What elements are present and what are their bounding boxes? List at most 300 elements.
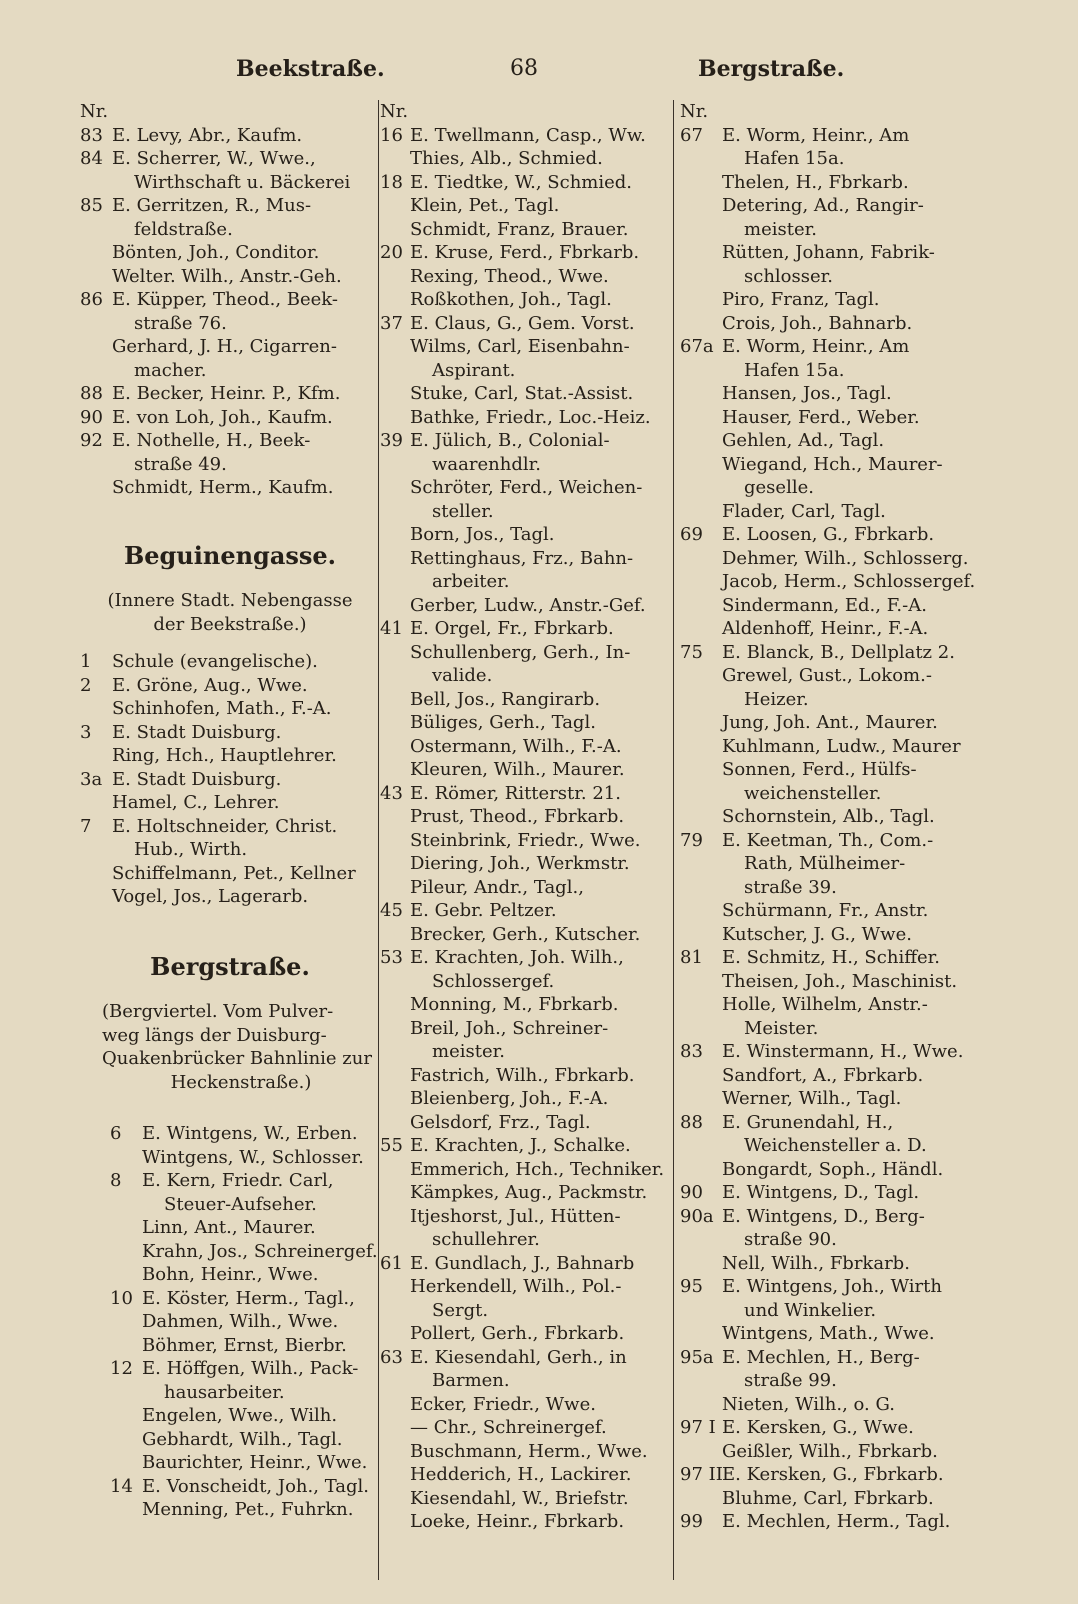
directory-entry bbox=[680, 241, 1015, 265]
entry-text: Rath, Mülheimer- bbox=[744, 853, 906, 874]
house-number: 6 bbox=[110, 1123, 122, 1144]
entry-text: Thies, Alb., Schmied. bbox=[410, 148, 603, 169]
house-number: 97 II bbox=[680, 1464, 723, 1485]
entry-text: Schürmann, Fr., Anstr. bbox=[722, 900, 929, 921]
directory-entry bbox=[80, 194, 380, 218]
house-number: 81 bbox=[680, 947, 703, 968]
directory-entry bbox=[680, 406, 1015, 430]
directory-entry bbox=[380, 359, 675, 383]
directory-entry bbox=[680, 1322, 1015, 1346]
entry-text: schlosser. bbox=[744, 265, 833, 287]
entry-text: E. Kersken, G., Wwe. bbox=[722, 1417, 914, 1438]
directory-entry bbox=[80, 453, 380, 477]
directory-entry bbox=[80, 382, 380, 406]
directory-entry bbox=[680, 547, 1015, 571]
directory-entry bbox=[380, 547, 675, 571]
house-number: 41 bbox=[380, 618, 403, 639]
directory-entry bbox=[80, 721, 380, 745]
directory-entry bbox=[80, 359, 380, 383]
directory-entry bbox=[380, 758, 675, 782]
entry-text: Bönten, Joh., Conditor. bbox=[112, 242, 320, 263]
directory-entry bbox=[110, 1428, 380, 1452]
directory-entry bbox=[110, 1498, 380, 1522]
house-number: 88 bbox=[680, 1111, 703, 1133]
house-number: 3 bbox=[80, 721, 92, 743]
entry-text: straße 49. bbox=[134, 453, 227, 475]
directory-entry bbox=[680, 664, 1015, 688]
directory-entry bbox=[380, 782, 675, 806]
house-number: 55 bbox=[380, 1135, 403, 1156]
entry-text: Aldenhoff, Heinr., F.-A. bbox=[722, 618, 929, 639]
directory-entry bbox=[380, 382, 675, 406]
directory-entry bbox=[380, 805, 675, 829]
entry-text: Loeke, Heinr., Fbrkarb. bbox=[410, 1511, 625, 1532]
directory-entry bbox=[380, 429, 675, 453]
house-number: 86 bbox=[80, 289, 103, 310]
directory-entry bbox=[680, 476, 1015, 500]
entry-text: Barmen. bbox=[432, 1370, 510, 1391]
entry-text: Wintgens, W., Schlosser. bbox=[142, 1146, 364, 1168]
directory-entry bbox=[680, 124, 1015, 148]
directory-entry bbox=[80, 147, 380, 171]
entry-text: E. Orgel, Fr., Fbrkarb. bbox=[410, 618, 614, 639]
directory-entry bbox=[680, 641, 1015, 665]
entry-text: Ring, Hch., Hauptlehrer. bbox=[112, 745, 337, 766]
directory-entry bbox=[680, 1299, 1015, 1323]
entry-text: E. Levy, Abr., Kaufm. bbox=[112, 124, 303, 146]
entry-text: Kuhlmann, Ludw., Maurer bbox=[722, 735, 961, 757]
house-number: 67 bbox=[680, 124, 703, 146]
entry-text: Weichensteller a. D. bbox=[744, 1135, 927, 1156]
entry-text: straße 39. bbox=[744, 876, 837, 898]
directory-entry bbox=[680, 1510, 1015, 1534]
entry-text: Steinbrink, Friedr., Wwe. bbox=[410, 829, 641, 851]
directory-entry bbox=[380, 1440, 675, 1464]
note-line: Quakenbrücker Bahnlinie zur bbox=[102, 1048, 372, 1069]
house-number: 20 bbox=[380, 242, 403, 263]
house-number: 53 bbox=[380, 947, 403, 968]
note-line: (Bergviertel. Vom Pulver- bbox=[102, 1001, 334, 1022]
directory-entry bbox=[380, 946, 675, 970]
entry-text: Prust, Theod., Fbrkarb. bbox=[410, 806, 625, 827]
directory-entry bbox=[680, 194, 1015, 218]
directory-entry bbox=[380, 476, 675, 500]
directory-entry bbox=[680, 617, 1015, 641]
directory-entry bbox=[380, 1252, 675, 1276]
directory-entry bbox=[380, 1181, 675, 1205]
entry-text: meister. bbox=[744, 218, 817, 240]
directory-entry bbox=[380, 194, 675, 218]
directory-entry bbox=[380, 735, 675, 759]
entry-text: E. Gebr. Peltzer. bbox=[410, 900, 557, 921]
entry-text: E. Gerritzen, R., Mus- bbox=[112, 195, 312, 216]
directory-entry bbox=[680, 782, 1015, 806]
entry-text: Sergt. bbox=[432, 1299, 489, 1321]
entry-text: Piro, Franz, Tagl. bbox=[722, 289, 880, 310]
house-number: 16 bbox=[380, 124, 403, 146]
entry-text: Linn, Ant., Maurer. bbox=[142, 1217, 316, 1238]
directory-entry bbox=[380, 124, 675, 148]
directory-entry bbox=[110, 1381, 380, 1405]
directory-entry bbox=[680, 1252, 1015, 1276]
directory-entry bbox=[680, 1134, 1015, 1158]
entry-text: straße 99. bbox=[744, 1370, 837, 1391]
directory-entry bbox=[680, 923, 1015, 947]
entry-text: Dehmer, Wilh., Schlosserg. bbox=[722, 547, 969, 569]
entry-text: Heizer. bbox=[744, 688, 809, 710]
house-number: 90 bbox=[680, 1182, 703, 1203]
house-number: 67a bbox=[680, 336, 714, 357]
entry-text: Fastrich, Wilh., Fbrkarb. bbox=[410, 1064, 635, 1086]
directory-entry bbox=[380, 1510, 675, 1534]
entry-text: Nell, Wilh., Fbrkarb. bbox=[722, 1252, 910, 1274]
entry-text: Schullenberg, Gerh., In- bbox=[410, 641, 631, 663]
directory-entry bbox=[110, 1287, 380, 1311]
directory-entry bbox=[380, 829, 675, 853]
directory-entry bbox=[80, 768, 380, 792]
directory-entry bbox=[380, 335, 675, 359]
note-line: weg längs der Duisburg- bbox=[102, 1024, 327, 1046]
entry-text: Itjeshorst, Jul., Hütten- bbox=[410, 1205, 621, 1227]
note-line: Heckenstraße.) bbox=[170, 1071, 312, 1093]
entry-text: E. Becker, Heinr. P., Kfm. bbox=[112, 383, 341, 404]
entry-text: Schlossergef. bbox=[432, 970, 555, 992]
entry-text: Schule (evangelische). bbox=[112, 651, 318, 672]
entry-text: hausarbeiter. bbox=[164, 1381, 285, 1403]
house-number: 99 bbox=[680, 1511, 703, 1532]
directory-entry bbox=[380, 570, 675, 594]
directory-entry bbox=[80, 429, 380, 453]
directory-entry bbox=[110, 1475, 380, 1499]
entry-text: Schinhofen, Math., F.-A. bbox=[112, 698, 332, 719]
entry-text: E. Römer, Ritterstr. 21. bbox=[410, 782, 621, 804]
entry-text: macher. bbox=[134, 359, 207, 381]
house-number: 7 bbox=[80, 815, 92, 837]
directory-entry bbox=[80, 650, 380, 674]
entry-list-bergstrasse bbox=[80, 1122, 380, 1522]
entry-text: E. Kiesendahl, Gerh., in bbox=[410, 1346, 627, 1368]
directory-entry bbox=[680, 382, 1015, 406]
house-number: 61 bbox=[380, 1252, 403, 1274]
entry-text: Böhmer, Ernst, Bierbr. bbox=[142, 1334, 347, 1356]
house-number: 85 bbox=[80, 195, 103, 216]
directory-entry bbox=[380, 852, 675, 876]
entry-text: schullehrer. bbox=[432, 1229, 540, 1250]
directory-entry bbox=[80, 885, 380, 909]
directory-entry bbox=[380, 1205, 675, 1229]
house-number: 95a bbox=[680, 1346, 714, 1368]
directory-entry bbox=[80, 171, 380, 195]
directory-entry bbox=[380, 500, 675, 524]
directory-entry bbox=[680, 429, 1015, 453]
directory-entry bbox=[110, 1193, 380, 1217]
entry-text: Welter. Wilh., Anstr.-Geh. bbox=[112, 265, 342, 287]
entry-list-beguinengasse bbox=[80, 650, 380, 909]
entry-text: E. Jülich, B., Colonial- bbox=[410, 430, 610, 451]
entry-text: Monning, M., Fbrkarb. bbox=[410, 994, 619, 1015]
entry-text: Gebhardt, Wilh., Tagl. bbox=[142, 1428, 343, 1450]
entry-text: Büliges, Gerh., Tagl. bbox=[410, 712, 596, 733]
entry-text: Emmerich, Hch., Techniker. bbox=[410, 1158, 665, 1180]
directory-entry bbox=[680, 312, 1015, 336]
house-number: 45 bbox=[380, 900, 403, 921]
directory-entry bbox=[680, 147, 1015, 171]
house-number: 3a bbox=[80, 768, 103, 790]
directory-entry bbox=[80, 241, 380, 265]
entry-text: E. Holtschneider, Christ. bbox=[112, 815, 338, 837]
house-number: 1 bbox=[80, 651, 92, 672]
directory-entry bbox=[380, 241, 675, 265]
directory-entry bbox=[380, 1463, 675, 1487]
entry-text: E. Kern, Friedr. Carl, bbox=[142, 1170, 334, 1191]
entry-text: Schornstein, Alb., Tagl. bbox=[722, 806, 935, 827]
directory-entry bbox=[380, 453, 675, 477]
directory-entry bbox=[80, 674, 380, 698]
directory-entry bbox=[380, 711, 675, 735]
entry-text: arbeiter. bbox=[432, 571, 510, 592]
directory-entry bbox=[680, 265, 1015, 289]
section-note-bergstrasse bbox=[80, 1000, 380, 1094]
entry-text: Stuke, Carl, Stat.-Assist. bbox=[410, 383, 634, 404]
directory-entry bbox=[110, 1357, 380, 1381]
directory-entry bbox=[380, 641, 675, 665]
directory-entry bbox=[380, 1017, 675, 1041]
entry-text: Hub., Wirth. bbox=[134, 839, 248, 860]
entry-text: E. Schmitz, H., Schiffer. bbox=[722, 947, 940, 968]
entry-text: E. Worm, Heinr., Am bbox=[722, 124, 910, 146]
section-note-beguinengasse bbox=[80, 589, 380, 636]
directory-entry bbox=[680, 1205, 1015, 1229]
entry-text: Breil, Joh., Schreiner- bbox=[410, 1017, 609, 1039]
entry-text: straße 76. bbox=[134, 312, 227, 334]
house-number: 43 bbox=[380, 782, 403, 804]
entry-text: E. Köster, Herm., Tagl., bbox=[142, 1287, 355, 1309]
entry-text: E. Tiedtke, W., Schmied. bbox=[410, 171, 633, 193]
house-number: 10 bbox=[110, 1287, 133, 1309]
entry-text: Roßkothen, Joh., Tagl. bbox=[410, 289, 612, 310]
entry-text: E. Twellmann, Casp., Ww. bbox=[410, 124, 646, 146]
directory-entry bbox=[680, 805, 1015, 829]
entry-text: E. Grunendahl, H., bbox=[722, 1111, 894, 1133]
directory-entry bbox=[680, 876, 1015, 900]
entry-text: E. Claus, G., Gem. Vorst. bbox=[410, 312, 635, 334]
directory-entry bbox=[80, 288, 380, 312]
directory-entry bbox=[680, 758, 1015, 782]
directory-entry bbox=[380, 1228, 675, 1252]
directory-entry bbox=[80, 697, 380, 721]
directory-entry bbox=[80, 335, 380, 359]
entry-text: Bluhme, Carl, Fbrkarb. bbox=[722, 1487, 934, 1509]
entry-text: E. Wintgens, Joh., Wirth bbox=[722, 1276, 942, 1297]
entry-text: Engelen, Wwe., Wilh. bbox=[142, 1405, 338, 1426]
directory-entry bbox=[380, 1158, 675, 1182]
directory-entry bbox=[680, 500, 1015, 524]
directory-entry bbox=[680, 711, 1015, 735]
entry-text: Flader, Carl, Tagl. bbox=[722, 500, 886, 522]
entry-text: Menning, Pet., Fuhrkn. bbox=[142, 1499, 354, 1520]
entry-text: Krahn, Jos., Schreinergef. bbox=[142, 1240, 378, 1262]
directory-entry bbox=[380, 171, 675, 195]
directory-entry bbox=[380, 147, 675, 171]
directory-entry bbox=[380, 1299, 675, 1323]
entry-text: Wirthschaft u. Bäckerei bbox=[134, 171, 351, 193]
entry-text: Sandfort, A., Fbrkarb. bbox=[722, 1064, 924, 1086]
entry-text: Pileur, Andr., Tagl., bbox=[410, 876, 584, 898]
directory-entry bbox=[80, 815, 380, 839]
directory-entry bbox=[380, 1322, 675, 1346]
entry-text: waarenhdlr. bbox=[432, 453, 541, 475]
entry-text: Bongardt, Soph., Händl. bbox=[722, 1158, 944, 1180]
entry-text: E. Wintgens, D., Tagl. bbox=[722, 1182, 920, 1203]
section-title-bergstrasse: Bergstraße. bbox=[150, 951, 310, 981]
directory-entry bbox=[110, 1334, 380, 1358]
entry-text: Hamel, C., Lehrer. bbox=[112, 792, 280, 813]
entry-text: E. Nothelle, H., Beek- bbox=[112, 430, 311, 451]
directory-entry bbox=[680, 218, 1015, 242]
header-left-street: Beekstraße. bbox=[236, 56, 385, 82]
directory-entry bbox=[680, 829, 1015, 853]
entry-text: Kämpkes, Aug., Packmstr. bbox=[410, 1182, 648, 1203]
entry-text: Holle, Wilhelm, Anstr.- bbox=[722, 994, 928, 1015]
column-3 bbox=[680, 100, 1015, 1534]
directory-entry bbox=[380, 970, 675, 994]
house-number: 69 bbox=[680, 524, 703, 545]
entry-text: Born, Jos., Tagl. bbox=[410, 524, 555, 545]
directory-entry bbox=[680, 1440, 1015, 1464]
directory-entry bbox=[380, 594, 675, 618]
directory-entry bbox=[380, 899, 675, 923]
directory-entry bbox=[380, 1369, 675, 1393]
entry-text: E. Scherrer, W., Wwe., bbox=[112, 148, 316, 169]
entry-text: Wintgens, Math., Wwe. bbox=[722, 1323, 935, 1344]
entry-text: Baurichter, Heinr., Wwe. bbox=[142, 1452, 368, 1473]
directory-entry bbox=[380, 617, 675, 641]
directory-entry bbox=[680, 594, 1015, 618]
directory-entry bbox=[680, 1487, 1015, 1511]
directory-entry bbox=[380, 218, 675, 242]
directory-entry bbox=[680, 970, 1015, 994]
directory-entry bbox=[110, 1122, 380, 1146]
directory-entry bbox=[80, 838, 380, 862]
entry-text: Hansen, Jos., Tagl. bbox=[722, 383, 892, 404]
entry-text: weichensteller. bbox=[744, 782, 882, 804]
entry-text: Sonnen, Ferd., Hülfs- bbox=[722, 759, 917, 780]
entry-text: E. Mechlen, Herm., Tagl. bbox=[722, 1511, 951, 1532]
directory-entry bbox=[80, 406, 380, 430]
entry-text: Kiesendahl, W., Briefstr. bbox=[410, 1487, 629, 1509]
house-number: 18 bbox=[380, 171, 403, 193]
directory-entry bbox=[380, 1087, 675, 1111]
entry-text: straße 90. bbox=[744, 1229, 837, 1250]
directory-entry bbox=[680, 735, 1015, 759]
house-number: 75 bbox=[680, 641, 703, 663]
directory-entry bbox=[380, 1393, 675, 1417]
entry-text: Bell, Jos., Rangirarb. bbox=[410, 688, 601, 710]
house-number: 97 I bbox=[680, 1417, 716, 1438]
entry-text: E. Winstermann, H., Wwe. bbox=[722, 1041, 964, 1062]
entry-text: Jacob, Herm., Schlossergef. bbox=[722, 571, 976, 592]
entry-text: Gerhard, J. H., Cigarren- bbox=[112, 336, 337, 357]
directory-entry bbox=[680, 1463, 1015, 1487]
directory-entry bbox=[80, 312, 380, 336]
directory-entry bbox=[80, 218, 380, 242]
directory-entry bbox=[110, 1146, 380, 1170]
house-number: 92 bbox=[80, 430, 103, 451]
entry-text: E. Loosen, G., Fbrkarb. bbox=[722, 524, 935, 545]
directory-entry bbox=[680, 1393, 1015, 1417]
directory-entry bbox=[680, 570, 1015, 594]
entry-text: Geißler, Wilh., Fbrkarb. bbox=[722, 1440, 938, 1462]
section-title-beguinengasse: Beguinengasse. bbox=[123, 540, 337, 570]
directory-entry bbox=[380, 312, 675, 336]
entry-text: Buschmann, Herm., Wwe. bbox=[410, 1440, 648, 1462]
house-number: 39 bbox=[380, 430, 403, 451]
directory-entry bbox=[680, 1275, 1015, 1299]
entry-text: Rexing, Theod., Wwe. bbox=[410, 265, 609, 287]
entry-text: Ecker, Friedr., Wwe. bbox=[410, 1393, 596, 1415]
entry-text: E. Krachten, Joh. Wilh., bbox=[410, 947, 624, 968]
entry-text: Dahmen, Wilh., Wwe. bbox=[142, 1311, 339, 1332]
house-number: 88 bbox=[80, 383, 103, 404]
entry-text: E. Kersken, G., Fbrkarb. bbox=[722, 1464, 944, 1485]
directory-entry bbox=[380, 1111, 675, 1135]
directory-entry bbox=[380, 1134, 675, 1158]
entry-text: Steuer-Aufseher. bbox=[164, 1193, 317, 1215]
directory-entry bbox=[110, 1240, 380, 1264]
entry-text: E. Vonscheidt, Joh., Tagl. bbox=[142, 1475, 370, 1497]
directory-entry bbox=[680, 688, 1015, 712]
directory-entry bbox=[680, 1181, 1015, 1205]
entry-text: Wiegand, Hch., Maurer- bbox=[722, 453, 943, 475]
entry-text: Gehlen, Ad., Tagl. bbox=[722, 430, 885, 451]
directory-entry bbox=[380, 1346, 675, 1370]
entry-text: Hedderich, H., Lackirer. bbox=[410, 1464, 632, 1485]
entry-text: E. Küpper, Theod., Beek- bbox=[112, 289, 338, 310]
house-number: 12 bbox=[110, 1358, 133, 1379]
entry-text: Kleuren, Wilh., Maurer. bbox=[410, 759, 625, 780]
entry-text: E. Wintgens, D., Berg- bbox=[722, 1205, 925, 1227]
entry-text: Detering, Ad., Rangir- bbox=[722, 195, 924, 216]
directory-entry bbox=[380, 1487, 675, 1511]
directory-entry bbox=[380, 1416, 675, 1440]
entry-text: Rettinghaus, Frz., Bahn- bbox=[410, 547, 634, 569]
house-number: 84 bbox=[80, 148, 103, 169]
house-number: 79 bbox=[680, 829, 703, 851]
directory-entry bbox=[680, 1158, 1015, 1182]
directory-entry bbox=[80, 744, 380, 768]
entry-text: Klein, Pet., Tagl. bbox=[410, 195, 560, 216]
entry-text: Brecker, Gerh., Kutscher. bbox=[410, 923, 641, 945]
entry-text: Grewel, Gust., Lokom.- bbox=[722, 665, 932, 686]
entry-text: valide. bbox=[432, 665, 493, 686]
entry-text: Hauser, Ferd., Weber. bbox=[722, 406, 920, 428]
entry-text: Nieten, Wilh., o. G. bbox=[722, 1393, 895, 1415]
entry-text: Aspirant. bbox=[432, 359, 516, 381]
note-line: (Innere Stadt. Nebengasse bbox=[107, 590, 353, 611]
directory-entry bbox=[680, 453, 1015, 477]
directory-entry bbox=[380, 406, 675, 430]
entry-text: E. Mechlen, H., Berg- bbox=[722, 1346, 920, 1368]
entry-text: E. Kruse, Ferd., Fbrkarb. bbox=[410, 242, 640, 263]
entry-text: Kutscher, J. G., Wwe. bbox=[722, 923, 912, 945]
entry-text: steller. bbox=[432, 500, 494, 522]
directory-entry bbox=[110, 1310, 380, 1334]
directory-entry bbox=[380, 288, 675, 312]
directory-entry bbox=[80, 476, 380, 500]
directory-entry bbox=[680, 1017, 1015, 1041]
entry-text: Herkendell, Wilh., Pol.- bbox=[410, 1276, 622, 1297]
entry-text: E. Stadt Duisburg. bbox=[112, 721, 282, 743]
